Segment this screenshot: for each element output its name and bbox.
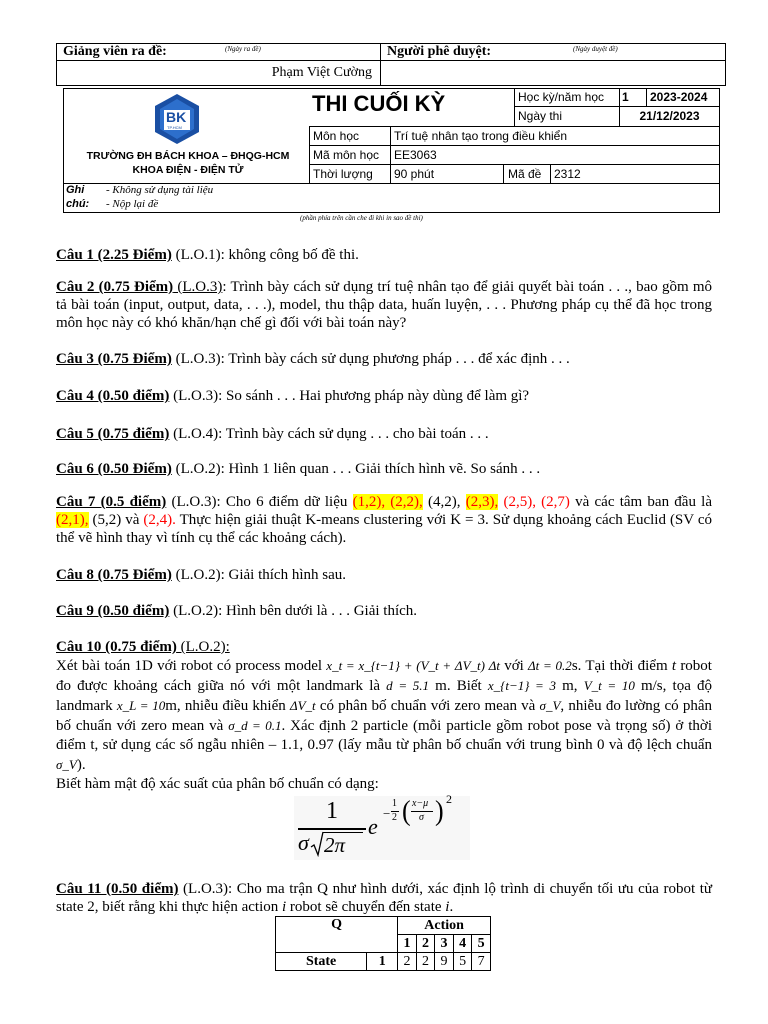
question-2-text: : Trình bày cách sử dụng trí tuệ nhân tạo để giải quyết bài toán . . ., bao gồm mô tả bài toán (input, output, data, . . .), model, thu thập data, huấn luyện, . . . Phương pháp cụ thể đã học trong môn học này có khó khăn/hạn chế gì đối với bài toán này? <box>56 279 712 331</box>
q10-line-3b: có phân bố chuẩn với zero mean và <box>315 698 540 714</box>
question-7-text-5: (5,2) và <box>88 512 144 528</box>
duration-label: Thời lượng <box>313 167 373 181</box>
question-9-lo: (L.O.2) <box>169 603 219 619</box>
date-label-cell <box>514 106 620 127</box>
date-value-cell <box>619 106 720 127</box>
question-7-lo: (L.O.3) <box>166 494 217 510</box>
state-number-cell: 1 <box>367 953 398 971</box>
notes-label-2: chú: <box>66 198 90 210</box>
question-4-lo: (L.O.3) <box>169 388 219 404</box>
question-2 <box>56 278 712 332</box>
process-model-formula: x_t = x_{t−1} + (V_t + ΔV_t) Δt <box>326 658 500 673</box>
question-4 <box>56 387 712 405</box>
formula-frac-num: x−μ <box>412 798 429 809</box>
question-8-text: : Giải thích hình sau. <box>220 567 346 583</box>
data-points-highlight-1: (1,2), (2,2), <box>352 494 423 510</box>
question-5 <box>56 425 712 443</box>
q-label-cell: Q <box>276 917 398 953</box>
q10-line-1a: Xét bài toán 1D với robot có process model <box>56 658 327 674</box>
q10-line-3c: , nhiễu đo lường có phân bố chuẩn với zero mean và <box>56 698 712 734</box>
note-submit: - Nộp lại đề <box>106 198 159 210</box>
question-8-lo: (L.O.2) <box>171 567 221 583</box>
exam-code-label-cell <box>503 164 551 184</box>
center-red: (2,4). <box>143 512 176 528</box>
question-2-lo: (L.O.3) <box>173 279 223 295</box>
exam-title: THI CUỐI KỲ <box>312 91 446 116</box>
date-label: Ngày thi <box>518 109 563 123</box>
semester-value-cell <box>619 88 647 107</box>
question-1-lo: (L.O.1) <box>171 247 221 263</box>
q-matrix-table <box>275 916 491 971</box>
question-7-text-6: Thực hiện giải thuật K-means clustering với K = 3. Sử dụng khoảng cách Euclid (SV có thể vẽ hình thay vì tính cụ thể các khoảng cách). <box>56 512 712 546</box>
action-header-cell: 4 <box>453 935 472 953</box>
question-8-head: Câu 8 (0.75 Điểm) <box>56 567 172 583</box>
question-7-text-2: (4,2), <box>422 494 466 510</box>
sigma-v-symbol-2: σ_V <box>56 757 77 772</box>
question-1 <box>56 246 712 264</box>
formula-frac-den: σ <box>419 812 424 823</box>
q10-line-6: Biết hàm mật độ xác suất của phân bố chuẩn có dạng: <box>56 776 379 792</box>
action-header-cell: 2 <box>416 935 435 953</box>
approver-date-hint: (Ngày duyệt đề) <box>573 45 618 53</box>
question-11-head: Câu 11 (0.50 điểm) <box>56 881 179 897</box>
state-label-cell: State <box>276 953 367 971</box>
action-header-cell: 1 <box>398 935 417 953</box>
action-header-cell: 3 <box>435 935 454 953</box>
code-label: Mã môn học <box>313 148 380 162</box>
subject-label: Môn học <box>313 129 360 143</box>
approver-label: Người phê duyệt: <box>387 44 492 59</box>
formula-sigma: σ <box>298 830 309 855</box>
control-noise-symbol: ΔV_t <box>289 698 316 713</box>
q10-line-5: ). <box>76 757 86 773</box>
formula-exp-minus: − <box>383 806 391 821</box>
semester-value: 1 <box>622 90 629 104</box>
action-i: i <box>281 899 287 915</box>
formula-half-num: 1 <box>392 798 397 809</box>
question-3-text: : Trình bày cách sử dụng phương pháp . . . để xác định . . . <box>220 351 570 367</box>
header-approver-cell <box>380 43 726 61</box>
q-table-header-row <box>276 917 491 935</box>
year-value-cell <box>646 88 720 107</box>
header-approver-name-cell <box>380 60 726 86</box>
landmark-value: x_L = 10 <box>116 698 166 713</box>
subject-label-cell <box>309 126 391 146</box>
formula-paren-close: ) <box>435 794 444 827</box>
q10-line-4: . Xác định 2 particle (mỗi particle gồm robot pose và trọng số) ở thời điểm t, sử dụng các số ngẫu nhiên – 1.1, 0.97 (lấy mẫu từ phân bố chuẩn với trung bình 0 và độ lệch chuẩn <box>56 718 713 753</box>
distance-value: d = 5.1 <box>386 678 429 693</box>
logo-text: BK <box>166 109 187 125</box>
q10-line-2b: m. Biết <box>429 678 488 694</box>
question-5-lo: (L.O.4) <box>169 426 219 442</box>
duration-value: 90 phút <box>394 167 435 181</box>
state-i: i <box>445 899 450 915</box>
question-4-text: : So sánh . . . Hai phương pháp này dùng để làm gì? <box>218 388 530 404</box>
question-10-header <box>56 638 712 656</box>
question-7 <box>56 493 712 547</box>
q-table-state-row <box>276 953 491 971</box>
q10-line-1c: s. Tại thời điểm <box>571 658 672 674</box>
q-value-cell: 2 <box>398 953 417 971</box>
formula-paren-open: ( <box>402 794 411 827</box>
semester-label: Học kỳ/năm học <box>518 90 605 104</box>
exam-code-label: Mã đề <box>508 167 542 181</box>
question-7-head: Câu 7 (0.5 điểm) <box>56 494 167 510</box>
subject-value-cell <box>390 126 720 146</box>
normal-pdf-formula <box>294 792 470 860</box>
q10-line-1b: với <box>499 658 529 674</box>
duration-value-cell <box>390 164 504 184</box>
question-3 <box>56 350 712 368</box>
question-9-head: Câu 9 (0.50 điểm) <box>56 603 170 619</box>
q-value-cell: 5 <box>453 953 472 971</box>
duration-label-cell <box>309 164 391 184</box>
question-10-body <box>56 656 712 794</box>
formula-half-den: 2 <box>392 812 397 823</box>
question-9-text: : Hình bên dưới là . . . Giải thích. <box>218 603 418 619</box>
prev-position-value: x_{t−1} = 3 <box>487 678 556 693</box>
sigma-v-symbol: σ_V <box>539 698 561 713</box>
lecturer-date-hint: (Ngày ra đề) <box>225 45 261 53</box>
formula-power: 2 <box>446 792 452 806</box>
header-name-cell <box>56 60 381 86</box>
question-11 <box>56 880 712 916</box>
question-7-text-4: và các tâm ban đầu là <box>569 494 713 510</box>
question-6-lo: (L.O.2) <box>171 461 221 477</box>
hide-note: (phần phía trên cần che đi khi in sao đề thi) <box>300 214 423 222</box>
question-6-text: : Hình 1 liên quan . . . Giải thích hình vẽ. So sánh . . . <box>220 461 541 477</box>
time-t: t <box>671 658 677 674</box>
question-5-head: Câu 5 (0.75 điểm) <box>56 426 170 442</box>
action-header-cell: 5 <box>472 935 491 953</box>
code-value-cell <box>390 145 720 165</box>
question-2-head: Câu 2 (0.75 Điểm) <box>56 279 174 295</box>
question-11-text-1: : Cho ma trận Q như hình dưới, xác định lộ trình di chuyển tối ưu của robot từ state 2, biết rằng khi thực hiện action <box>56 881 712 915</box>
question-10-head: Câu 10 (0.75 điểm) <box>56 639 177 655</box>
note-no-materials: - Không sử dụng tài liệu <box>106 184 214 196</box>
formula-numerator: 1 <box>326 798 338 824</box>
question-5-text: : Trình bày cách sử dụng . . . cho bài toán . . . <box>218 426 489 442</box>
question-3-lo: (L.O.3) <box>171 351 221 367</box>
school-logo <box>154 93 200 145</box>
notes-label-1: Ghi <box>66 184 85 196</box>
question-7-text-1: : Cho 6 điểm dữ liệu <box>216 494 353 510</box>
q10-line-2a: robot đo được khoảng cách giữa nó với một landmark là <box>56 658 712 694</box>
question-9 <box>56 602 712 620</box>
sigma-d-value: σ_d = 0.1 <box>228 718 282 733</box>
data-points-highlight-2: (2,3), <box>465 494 499 510</box>
question-1-head: Câu 1 (2.25 Điểm) <box>56 247 172 263</box>
q10-line-2d: m/s, tọa độ landmark <box>56 678 713 714</box>
formula-exp-base: e <box>368 814 378 839</box>
lecturer-name: Phạm Việt Cường <box>271 65 372 80</box>
sqrt-icon <box>310 831 324 857</box>
q-value-cell: 9 <box>435 953 454 971</box>
code-label-cell <box>309 145 391 165</box>
data-points-red: (2,5), (2,7) <box>503 494 570 510</box>
question-3-head: Câu 3 (0.75 Điểm) <box>56 351 172 367</box>
question-6 <box>56 460 712 478</box>
question-1-text: : không công bố đề thi. <box>220 247 359 263</box>
subject-value: Trí tuệ nhân tạo trong điều khiển <box>394 129 568 143</box>
logo-subtext: TP.HCM <box>167 125 182 130</box>
question-10-lo: (L.O.2): <box>176 639 230 655</box>
date-value: 21/12/2023 <box>639 109 700 123</box>
center-highlight: (2,1), <box>56 512 89 528</box>
action-label-cell: Action <box>398 917 491 935</box>
faculty-name: KHOA ĐIỆN - ĐIỆN TỬ <box>132 164 244 176</box>
code-value: EE3063 <box>394 148 437 162</box>
question-11-text-2: robot sẽ chuyển đến state <box>286 899 446 915</box>
q10-line-2c: m, <box>555 678 584 694</box>
school-name: TRƯỜNG ĐH BÁCH KHOA – ĐHQG-HCM <box>86 150 290 162</box>
velocity-value: V_t = 10 <box>583 678 635 693</box>
semester-label-cell <box>514 88 620 107</box>
question-6-head: Câu 6 (0.50 Điểm) <box>56 461 172 477</box>
question-4-head: Câu 4 (0.50 điểm) <box>56 388 170 404</box>
question-11-text-3: . <box>449 899 454 915</box>
q-value-cell: 2 <box>416 953 435 971</box>
exam-code-value: 2312 <box>554 167 581 181</box>
formula-sqrt-arg: 2π <box>324 833 346 857</box>
q-value-cell: 7 <box>472 953 491 971</box>
delta-t-value: Δt = 0.2 <box>528 658 572 673</box>
question-8 <box>56 566 712 584</box>
year-value: 2023-2024 <box>650 90 708 104</box>
question-11-lo: (L.O.3) <box>178 881 229 897</box>
header-lecturer-cell <box>56 43 381 61</box>
q10-line-3a: m, nhiễu điều khiển <box>165 698 290 714</box>
exam-code-value-cell <box>550 164 720 184</box>
lecturer-label: Giảng viên ra đề: <box>63 44 167 59</box>
